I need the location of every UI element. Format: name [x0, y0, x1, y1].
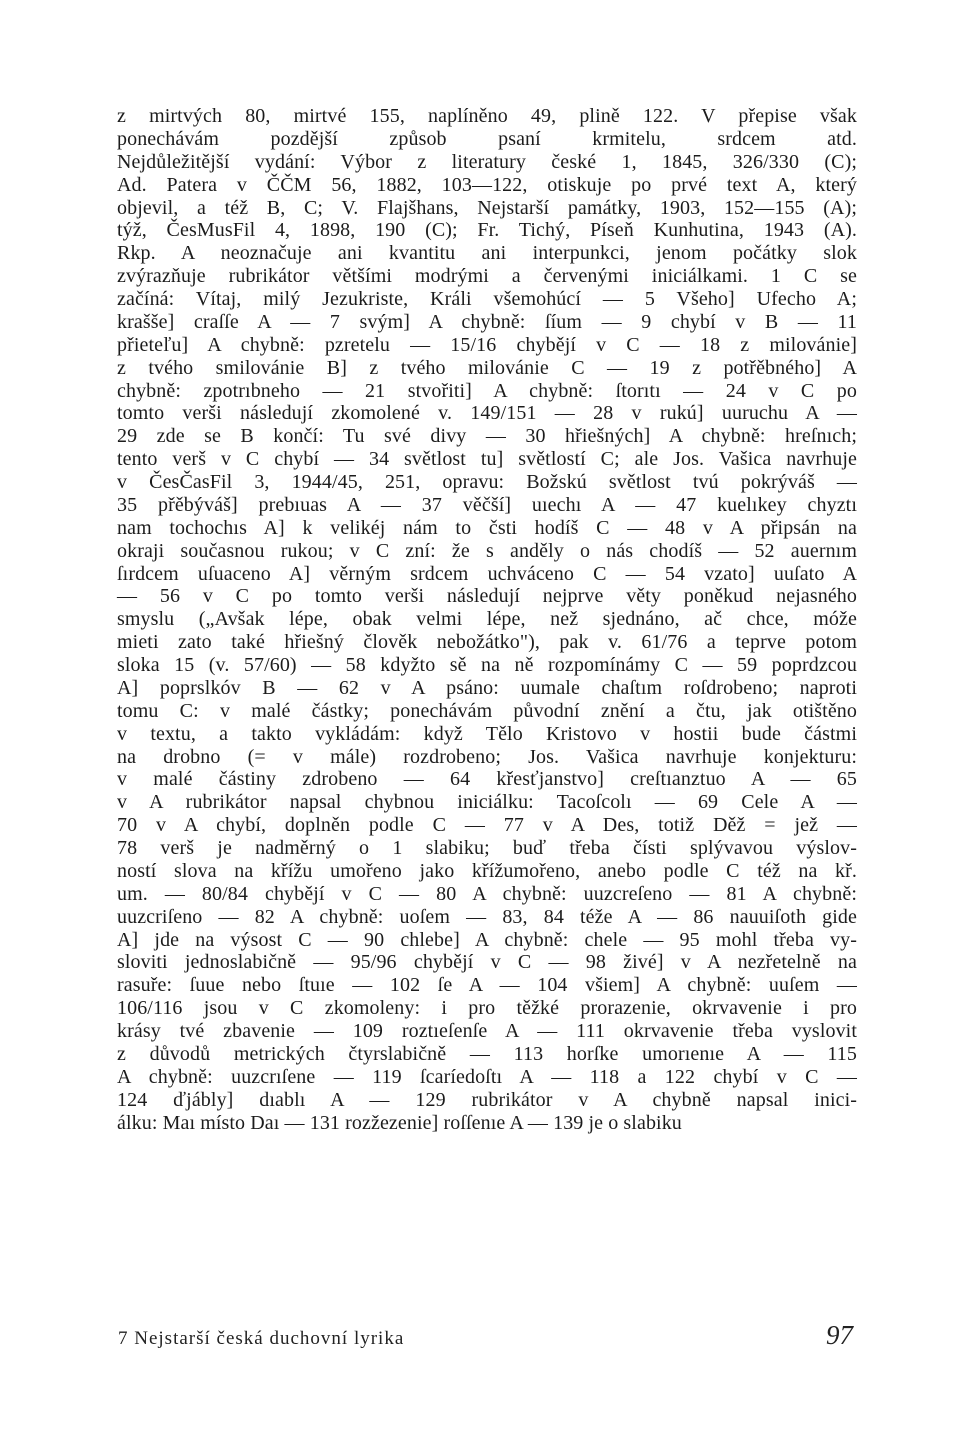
text-line: začíná: Vítaj, milý Jezukriste, Králi všemohúcí — 5 Všeho] Ufecho A;: [117, 288, 857, 310]
text-line: 124 ďjábly] dıablı A — 129 rubrikátor v A chybně napsal inici-: [117, 1088, 857, 1111]
page-number: 97: [826, 1320, 853, 1350]
text-line: tomu C: v malé částky; ponechávám původní znění a čtu, jak otištěno: [117, 699, 857, 722]
text-line: krašše] craſſe A — 7 svým] A chybně: ſíum — 9 chybí v B — 11: [117, 310, 857, 333]
text-line: um. — 80/84 chybějí v C — 80 A chybně: uuzcreſeno — 81 A chybně:: [117, 882, 857, 905]
text-line: v ČesČasFil 3, 1944/45, 251, opravu: Božskú světlost tvú pokrýváš —: [117, 471, 857, 493]
text-line: mieti zato také hřiešný člověk nebožátko"), pak v. 61/76 a teprve potom: [117, 631, 857, 654]
text-line: chybně: zpotrıbneho — 21 stvořiti] A chybně: ſtorıtı — 24 v C po: [117, 379, 857, 402]
text-line: uuzcriſeno — 82 A chybně: uoſem — 83, 84 téže A — 86 nauuiſoth gide: [117, 905, 857, 928]
text-line: Nejdůležitější vydání: Výbor z literatury české 1, 1845, 326/330 (C);: [117, 150, 857, 173]
text-line: krásy tvé zbavenie — 109 roztıeſenſe A — 111 okrvavenie třeba vyslovit: [117, 1020, 857, 1042]
critical-apparatus-text: [117, 105, 857, 1134]
text-line: týž, ČesMusFil 4, 1898, 190 (C); Fr. Tichý, Píseň Kunhutina, 1943 (A).: [117, 219, 857, 242]
text-line: 29 zde se B končí: Tu své divy — 30 hřiešných] A chybně: hreſnıch;: [117, 425, 857, 448]
text-line: Rkp. A neoznačuje ani kvantitu ani interpunkci, jenom počátky slok: [117, 242, 857, 265]
text-line: rasuře: ſuue nebo ſtuıe — 102 ſe A — 104 všiem] A chybně: uuſem —: [117, 974, 857, 997]
text-line: zvýrazňuje rubrikátor většími modrými a červenými iniciálkami. 1 C se: [117, 265, 857, 288]
text-line: A] poprslkóv B — 62 v A psáno: uumale chaſtım roſdrobeno; naproti: [117, 676, 857, 699]
text-line: z mirtvých 80, mirtvé 155, naplíněno 49, plině 122. V přepise však: [117, 105, 857, 127]
text-line: ností slova na křížu umořeno jako křížumořeno, anebo podle C též na kř.: [117, 859, 857, 882]
running-footer-title: 7 Nejstarší česká duchovní lyrika: [118, 1328, 405, 1349]
text-line: 78 verš je nadměrný o 1 slabiku; buď třeba čísti splývavou výslov-: [117, 837, 857, 859]
text-line: v textu, a takto vykládám: když Tělo Kristovo v hostii bude částmi: [117, 722, 857, 745]
text-line: Ad. Patera v ČČM 56, 1882, 103—122, otiskuje po prvé text A, který: [117, 173, 857, 196]
text-line: — 56 v C po tomto verši následují nejprve věty poněkud nejasného: [117, 585, 857, 608]
text-line: A chybně: uuzcrıſene — 119 ſcaríedoſtı A — 118 a 122 chybí v C —: [117, 1065, 857, 1088]
page-footer: [118, 1320, 853, 1360]
text-line: z tvého smilovánie B] z tvého milovánie C — 19 z potřěbného] A: [117, 356, 857, 379]
text-line: 106/116 jsou v C zkomoleny: i pro těžké prorazenie, okrvavenie i pro: [117, 997, 857, 1020]
text-line: tento verš v C chybí — 34 světlost tu] světlostí C; ale Jos. Vašica navrhuje: [117, 448, 857, 471]
text-line: přieteľu] A chybně: pzretelu — 15/16 chybějí v C — 18 z milovánie]: [117, 333, 857, 356]
text-line: álku: Maı místo Daı — 131 rozžezenie] roſſenıe A — 139 je o slabiku: [117, 1111, 682, 1134]
text-line: smyslu („Avšak lépe, obak velmi lépe, než sjednáno, ač chce, móže: [117, 608, 857, 631]
text-line: sloka 15 (v. 57/60) — 58 kdyžto sě na ně rozpomínámy C — 59 poprdzcou: [117, 654, 857, 676]
text-line: z důvodů metrických čtyrslabičně — 113 horſke umorıenıe A — 115: [117, 1042, 857, 1065]
text-line: A] jde na výsost C — 90 chlebe] A chybně: chele — 95 mohl třeba vy-: [117, 928, 857, 951]
text-line: ponechávám pozdější způsob psaní krmitelu, srdcem atd.: [117, 127, 857, 150]
text-line: okraji současnou rukou; v C zní: že s anděly o nás chodíš — 52 auernım: [117, 539, 857, 562]
text-line: 35 přěbýváš] prebıuas A — 37 věčší] uıechı A — 47 kuelıkey chyztı: [117, 493, 857, 516]
text-line: 70 v A chybí, doplněn podle C — 77 v A Des, totiž Děž = jež —: [117, 814, 857, 837]
text-line: na drobno (= v mále) rozdrobeno; Jos. Vašica navrhuje konjekturu:: [117, 745, 857, 768]
text-line: ſırdcem uſuaceno A] věrným srdcem uchváceno C — 54 vzato] uuſato A: [117, 562, 857, 585]
text-line: tomto verši následují zkomolené v. 149/151 — 28 v rukú] uuruchu A —: [117, 402, 857, 425]
text-line: objevil, a též B, C; V. Flajšhans, Nejstarší památky, 1903, 152—155 (A);: [117, 196, 857, 219]
text-line: sloviti jednoslabičně — 95/96 chybějí v C — 98 živé] v A nezřetelně na: [117, 951, 857, 974]
text-line: v malé částiny zdrobeno — 64 křesťjanstvo] creſtıanztuo A — 65: [117, 768, 857, 791]
text-line: nam tochochıs A] k velikéj nám to čsti hodíš C — 48 v A připsán na: [117, 516, 857, 539]
text-line: v A rubrikátor napsal chybnou iniciálku: Tacoſcolı — 69 Cele A —: [117, 791, 857, 814]
